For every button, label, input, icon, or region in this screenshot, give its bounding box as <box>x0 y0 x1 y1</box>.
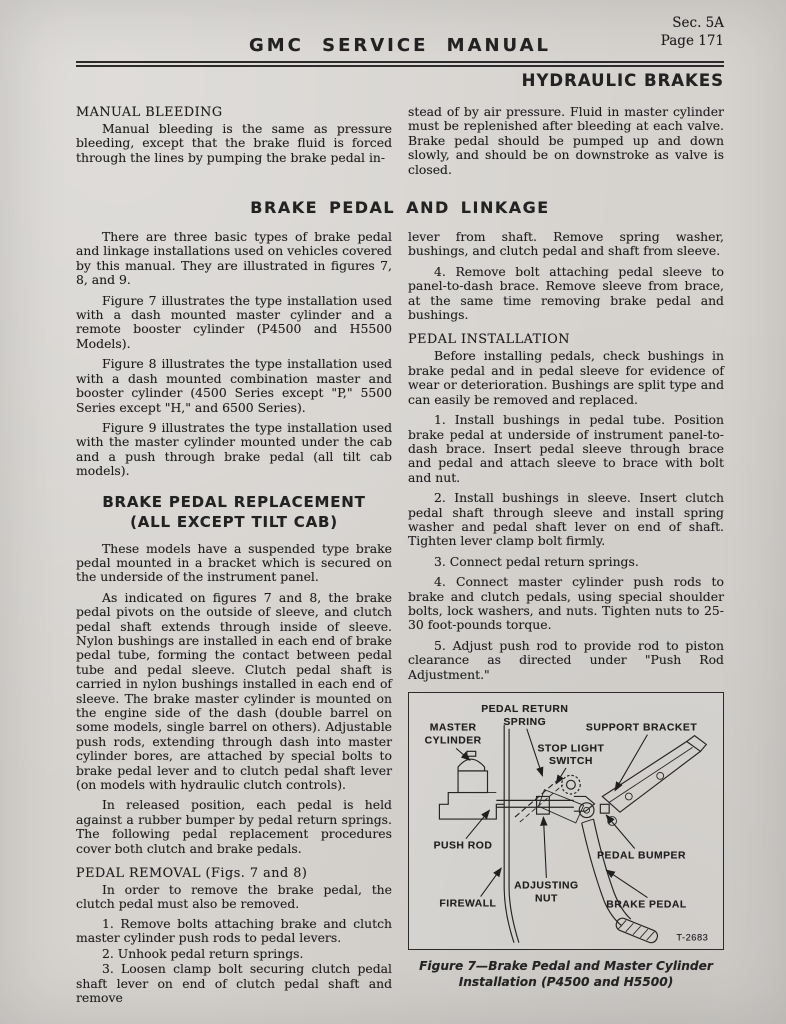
manual-bleeding-heading: MANUAL BLEEDING <box>76 105 223 120</box>
replacement-heading-line2: (ALL EXCEPT TILT CAB) <box>130 512 338 531</box>
list-item: 3. Loosen clamp bolt securing clutch pedal shaft lever on end of clutch pedal shaft and remove <box>76 961 392 1005</box>
intro-right-column <box>408 103 724 183</box>
pedal-lever-plate <box>539 790 584 823</box>
list-item: 4. Connect master cylinder push rods to brake and clutch pedals, using special shoulder bolts, lock washers, and nuts. Tighten nuts to 25-30 foot-pounds torque. <box>408 574 724 633</box>
body-paragraph: These models have a suspended type brake pedal mounted in a bracket which is secured on the underside of the instrument panel. <box>76 540 392 585</box>
stop-light-switch-label: SWITCH <box>548 756 593 768</box>
figure7-frame <box>408 692 724 950</box>
figure7-drawing <box>409 693 723 949</box>
intro-left-column <box>76 103 392 183</box>
list-item: 2. Unhook pedal return springs. <box>102 945 304 961</box>
body-paragraph: stead of by air pressure. Fluid in master cylinder must be replenished after bleeding at each valve. Brake pedal should be pumped up and down slowly, and should be on downstroke as valve is closed. <box>408 104 724 177</box>
pedal-bumper-label: PEDAL BUMPER <box>597 850 686 862</box>
list-item: 4. Remove bolt attaching pedal sleeve to panel-to-dash brace. Remove sleeve from brace, at the same time removing brake pedal and bushings. <box>408 263 724 323</box>
page-header <box>76 0 724 90</box>
firewall-label: FIREWALL <box>439 898 497 910</box>
list-item: 2. Install bushings in sleeve. Insert clutch pedal shaft through sleeve and install spring washer and pedal shaft lever on end of shaft. Tighten lever clamp bolt firmly. <box>408 490 724 549</box>
pedal-removal-heading: PEDAL REMOVAL (Figs. 7 and 8) <box>76 866 308 882</box>
header-rule <box>76 61 724 67</box>
section-title: BRAKE PEDAL AND LINKAGE <box>250 198 550 218</box>
push-rod-label: PUSH ROD <box>433 840 493 852</box>
firewall-lines <box>504 725 519 943</box>
body-paragraph: lever from shaft. Remove spring washer, bushings, and clutch pedal and shaft from sleeve. <box>408 229 724 259</box>
pedal-return-spring-label: PEDAL RETURN <box>481 704 569 716</box>
section-number: Sec. 5A <box>672 15 724 31</box>
chapter-subtitle: HYDRAULIC BRAKES <box>521 71 724 90</box>
body-paragraph: Figure 8 illustrates the type installation used with a dash mounted combination master and booster cylinder (4500 Series except "P," 5500 Series except "H," and 6500 Series). <box>76 356 392 415</box>
left-column <box>76 230 392 1006</box>
support-bracket-shape <box>602 736 706 813</box>
page-meta <box>661 14 724 50</box>
right-column <box>408 230 724 1006</box>
list-item: 3. Connect pedal return springs. <box>434 553 639 569</box>
support-bracket-label: SUPPORT BRACKET <box>585 722 698 734</box>
list-item: 1. Install bushings in pedal tube. Position brake pedal at underside of instrument panel-to-dash brace. Insert pedal sleeve through brace and pedal and attach sleeve to brace with bolt and nut. <box>408 412 724 485</box>
pedal-installation-heading: PEDAL INSTALLATION <box>408 332 570 348</box>
list-item: 5. Adjust push rod to provide rod to piston clearance as directed under "Push Rod Adjustment." <box>408 637 724 682</box>
replacement-heading <box>76 492 392 532</box>
figure-caption-line1: Figure 7—Brake Pedal and Master Cylinder <box>419 959 713 973</box>
drawing-id: T-2683 <box>676 932 709 943</box>
pedal-return-spring-label: SPRING <box>503 716 547 728</box>
brake-pedal-shape <box>582 819 660 944</box>
stop-light-switch-shape <box>562 775 581 794</box>
body-paragraph: In released position, each pedal is held against a rubber bumper by pedal return springs. The following pedal replacement procedures cover both clutch and brake pedals. <box>76 797 392 856</box>
master-cylinder-label: MASTER <box>429 722 477 734</box>
body-paragraph: Figure 7 illustrates the type installation used with a dash mounted master cylinder and a remote booster cylinder (P4500 and H5500 Models). <box>76 292 392 351</box>
page-number: Page 171 <box>660 33 724 49</box>
master-cylinder-label: CYLINDER <box>424 735 482 747</box>
master-cylinder-shape <box>439 751 504 819</box>
body-paragraph: Manual bleeding is the same as pressure bleeding, except that the brake fluid is forced through the lines by pumping the brake pedal in- <box>76 121 392 165</box>
figure-caption <box>408 959 724 990</box>
list-item: 1. Remove bolts attaching brake and clutch master cylinder push rods to pedal levers. <box>76 915 392 946</box>
main-columns <box>76 230 724 1006</box>
body-paragraph: Figure 9 illustrates the type installation used with the master cylinder mounted under the cab and a push through brake pedal (all tilt cab models). <box>76 419 392 479</box>
figure-caption-line2: Installation (P4500 and H5500) <box>458 974 674 989</box>
body-paragraph: Before installing pedals, check bushings in brake pedal and in pedal sleeve for evidence of wear or deterioration. Bushings are split type and can easily be removed and replaced. <box>408 348 724 407</box>
body-paragraph: As indicated on figures 7 and 8, the brake pedal pivots on the outside of sleeve, and clutch pedal shaft extends through inside of sleeve. Nylon bushings are installed in each end of brake pedal tube, forming the contact between pedal tube and pedal sleeve. Clutch pedal shaft is carried in nylon bushings installed in each end of sleeve. The brake master cylinder is mounted on the engine side of the dash (double barrel on some models, single barrel on others). Adjustable push rods, extending through dash into master cylinder bores, are attached by special bolts to brake pedal lever and to clutch pedal shaft lever (on models with hydraulic clutch controls). <box>76 589 392 793</box>
stop-light-switch-label: STOP LIGHT <box>537 743 605 755</box>
adjusting-nut-label: ADJUSTING <box>514 880 579 892</box>
brake-pedal-label: BRAKE PEDAL <box>606 899 687 911</box>
adjusting-nut-label: NUT <box>534 893 558 905</box>
body-paragraph: In order to remove the brake pedal, the clutch pedal must also be removed. <box>76 882 392 912</box>
replacement-heading-line1: BRAKE PEDAL REPLACEMENT <box>102 492 366 511</box>
document-title: GMC SERVICE MANUAL <box>248 35 552 56</box>
intro-columns <box>76 103 724 183</box>
body-paragraph: There are three basic types of brake pedal and linkage installations used on vehicles covered by this manual. They are illustrated in figures 7, 8, and 9. <box>76 229 392 288</box>
